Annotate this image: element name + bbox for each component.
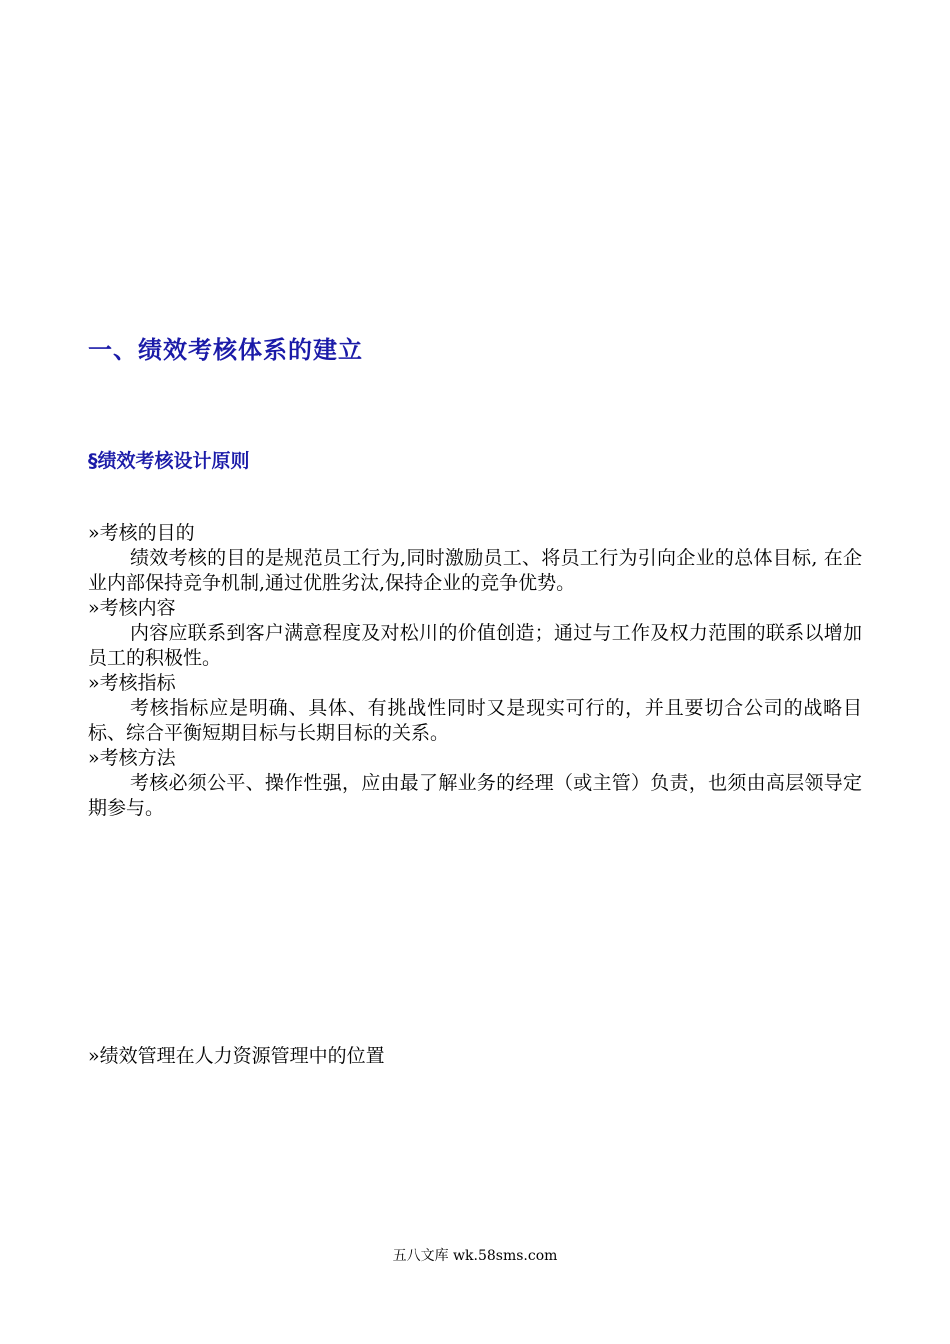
position-title: »绩效管理在人力资源管理中的位置 (88, 1045, 385, 1067)
principles-body (88, 521, 862, 821)
section-heading: §绩效考核设计原则 (88, 450, 250, 472)
section-text-content: 内容应联系到客户满意程度及对松川的价值创造；通过与工作及权力范围的联系以增加员工的积极性。 (88, 622, 862, 669)
section-title-purpose: »考核的目的 (88, 522, 195, 544)
section-text-method: 考核必须公平、操作性强，应由最了解业务的经理（或主管）负责，也须由高层领导定期参与。 (88, 772, 862, 819)
page-title: 一、绩效考核体系的建立 (88, 336, 363, 364)
section-title-method: »考核方法 (88, 747, 176, 769)
section-text-indicators: 考核指标应是明确、具体、有挑战性同时又是现实可行的，并且要切合公司的战略目标、综合平衡短期目标与长期目标的关系。 (88, 697, 862, 744)
section-title-content: »考核内容 (88, 597, 176, 619)
footer-watermark: 五八文库 wk.58sms.com (392, 1248, 558, 1264)
section-title-indicators: »考核指标 (88, 672, 176, 694)
section-text-purpose: 绩效考核的目的是规范员工行为,同时激励员工、将员工行为引向企业的总体目标, 在企业内部保持竞争机制,通过优胜劣汰,保持企业的竞争优势。 (88, 547, 862, 594)
